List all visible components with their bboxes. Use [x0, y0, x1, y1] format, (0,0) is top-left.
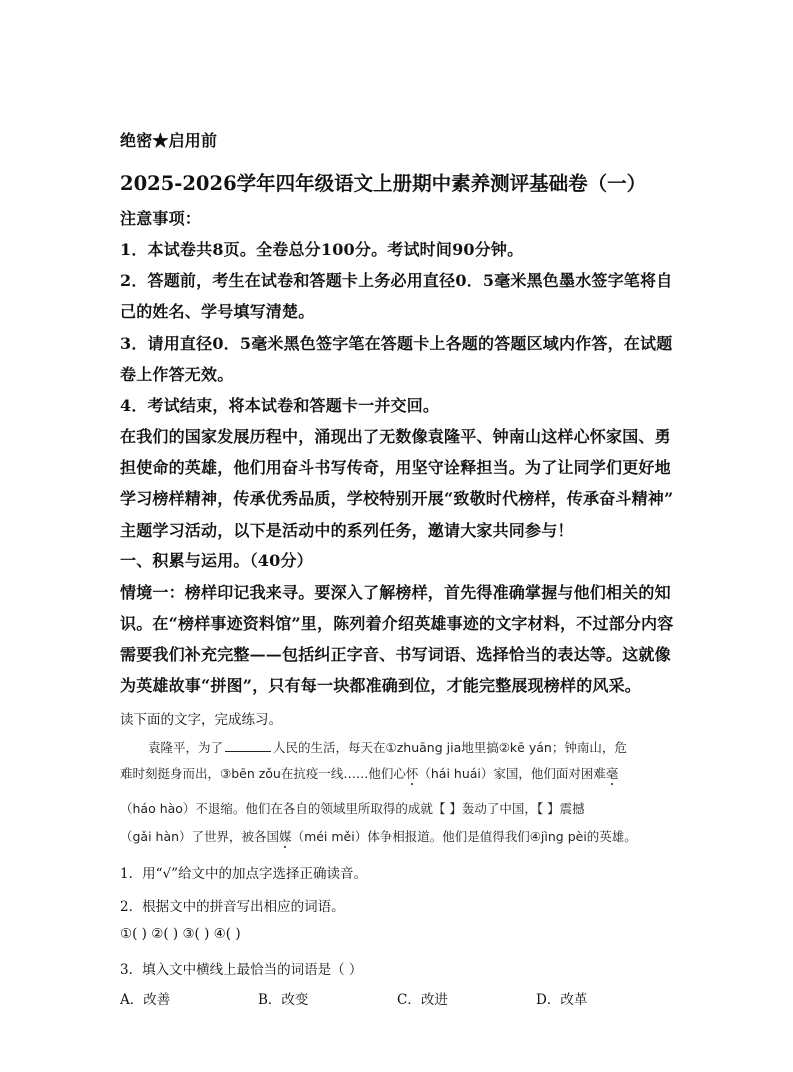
question-1: 1．用“√”给文中的加点字选择正确读音。 [120, 866, 367, 882]
notice-item-2-cont: 己的姓名、学号填写清楚。 [120, 302, 315, 321]
notice-item-3-cont: 卷上作答无效。 [120, 365, 234, 384]
option-a[interactable]: A．改善 [120, 992, 171, 1008]
scenario-line-4: 为英雄故事“拼图”，只有每一块都准确到位，才能完整展现榜样的风采。 [120, 676, 642, 695]
notice-item-1: 1．本试卷共8页。全卷总分100分。考试时间90分钟。 [120, 240, 524, 259]
option-c[interactable]: C．改进 [397, 992, 448, 1008]
intro-line-2: 担使命的英雄，他们用奋斗书写传奇，用坚守诠释担当。为了让同学们更好地 [120, 458, 671, 477]
notice-item-3: 3．请用直径0．5毫米黑色签字笔在答题卡上各题的答题区域内作答，在试题 [120, 334, 673, 353]
notice-heading: 注意事项： [120, 209, 202, 228]
passage-text: 人民的生活，每天在①zhuāng jia地里搞②kē yán；钟南山，危 [273, 740, 627, 755]
notice-item-2: 2．答题前，考生在试卷和答题卡上务必用直径0．5毫米黑色墨水签字笔将自 [120, 271, 673, 290]
question-3: 3．填入文中横线上最恰当的词语是（ ） [120, 962, 363, 978]
page-title: 2025-2026学年四年级语文上册期中素养测评基础卷（一） [120, 172, 647, 195]
scenario-line-2: 识。在“榜样事迹资料馆”里，陈列着介绍英雄事迹的文字材料，不过部分内容 [120, 614, 674, 633]
option-b[interactable]: B．改变 [258, 992, 309, 1008]
dotted-char: 媒 [279, 829, 292, 844]
passage-text: （méi měi）体争相报道。他们是值得我们④jìng pèi的英雄。 [291, 829, 637, 844]
passage-text: 难时刻挺身而出，③bēn zǒu在抗疫一线……他们心 [120, 766, 406, 781]
passage-line-2 [120, 764, 680, 782]
secret-label: 绝密★启用前 [120, 131, 218, 150]
question-2-blanks[interactable]: ①( ) ②( ) ③( ) ④( ) [120, 926, 241, 942]
passage-text: （hái huái）家国，他们面对困难 [418, 766, 606, 781]
option-d[interactable]: D．改革 [536, 992, 588, 1008]
instruction-text: 读下面的文字，完成练习。 [120, 712, 282, 728]
intro-line-4: 主题学习活动，以下是活动中的系列任务，邀请大家共同参与！ [120, 521, 574, 540]
fill-blank[interactable] [225, 740, 271, 752]
intro-line-3: 学习榜样精神，传承优秀品质，学校特别开展“致敬时代榜样，传承奋斗精神” [120, 489, 674, 508]
passage-line-1 [148, 738, 708, 756]
dotted-char: 毫 [605, 766, 619, 781]
dotted-char: 怀 [405, 766, 419, 781]
intro-line-1: 在我们的国家发展历程中，涌现出了无数像袁隆平、钟南山这样心怀家国、勇 [120, 427, 671, 446]
passage-text: （gǎi hàn）了世界，被各国 [120, 829, 280, 844]
passage-line-4 [120, 827, 680, 845]
passage-line-3 [120, 799, 680, 817]
notice-item-4: 4．考试结束，将本试卷和答题卡一并交回。 [120, 396, 440, 415]
passage-text: 袁隆平，为了 [148, 740, 224, 755]
scenario-line-1: 情境一：榜样印记我来寻。要深入了解榜样，首先得准确掌握与他们相关的知 [120, 583, 671, 602]
question-2: 2．根据文中的拼音写出相应的词语。 [120, 899, 345, 915]
passage-text: （háo hào）不退缩。他们在各自的领域里所取得的成就【 】轰动了中国，【 】震撼 [120, 801, 585, 816]
scenario-line-3: 需要我们补充完整——包括纠正字音、书写词语、选择恰当的表达等。这就像 [120, 645, 671, 664]
section-heading: 一、积累与运用。（40分） [120, 551, 313, 570]
